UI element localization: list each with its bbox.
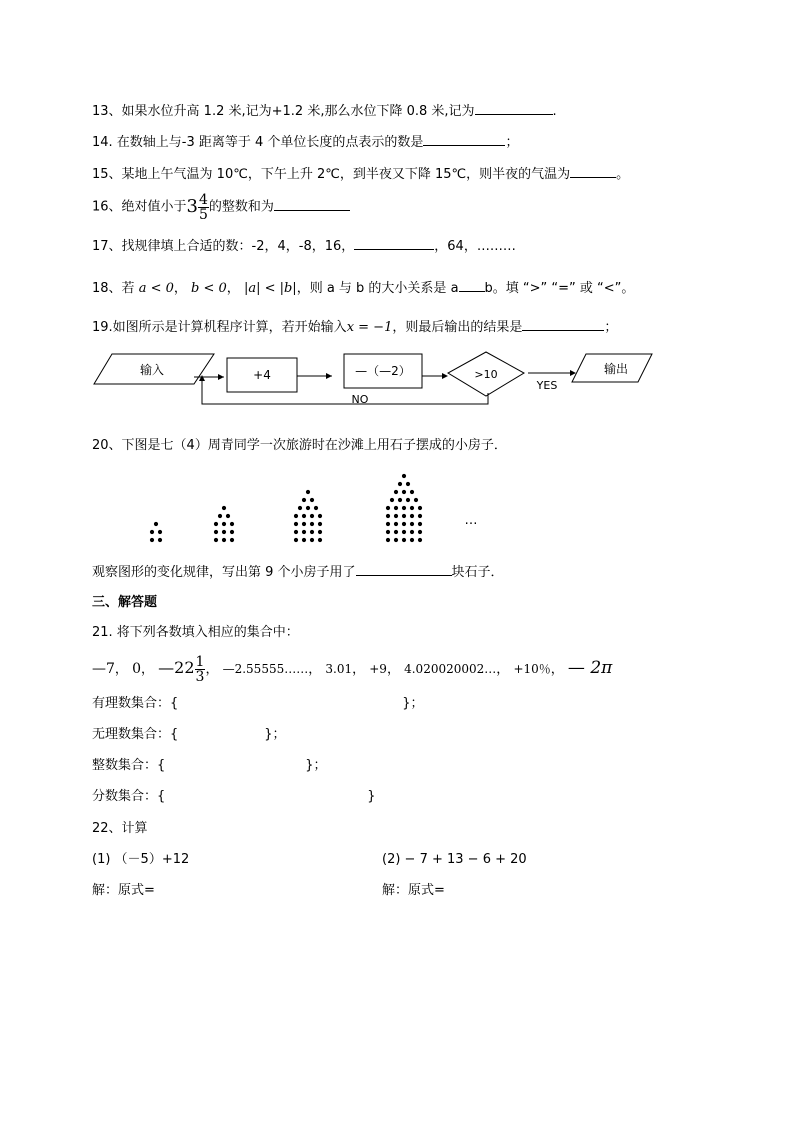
question-16-text-2: 的整数和为 (208, 199, 274, 215)
stone-dot (394, 538, 398, 542)
rational-set-end: }； (402, 696, 424, 711)
stone-dot (410, 538, 414, 542)
stone-dot (410, 490, 414, 494)
number-7: 4.020020002… (404, 662, 497, 676)
stone-dot (302, 498, 306, 502)
stone-dot (394, 514, 398, 518)
answer-blank-14[interactable] (423, 132, 505, 146)
number-8: +10％ (513, 662, 551, 676)
stone-dot (386, 522, 390, 526)
stone-dot (294, 530, 298, 534)
rational-set-label: 有理数集合：{ (92, 696, 179, 711)
output-label: 输出 (603, 362, 629, 376)
stone-dot (402, 522, 406, 526)
question-13-end: . (552, 104, 557, 119)
stone-dot (394, 490, 398, 494)
number-3-whole: —22 (158, 658, 195, 677)
stone-dot (218, 514, 222, 518)
comma: ， (114, 662, 128, 677)
separator: ， (173, 281, 187, 296)
question-21-title: 21. 将下列各数填入相应的集合中： (92, 625, 299, 640)
stone-dot (306, 490, 310, 494)
question-15 (92, 164, 629, 184)
stone-dot (386, 538, 390, 542)
stone-dot (230, 530, 234, 534)
question-20-end: 块石子． (451, 565, 504, 580)
stone-dot (306, 506, 310, 510)
stone-dot (230, 522, 234, 526)
stone-dot (418, 530, 422, 534)
question-20-prompt (92, 562, 504, 582)
number-list (92, 648, 612, 690)
stone-dot (402, 490, 406, 494)
program-flowchart (90, 348, 660, 410)
arrow-head (218, 374, 224, 380)
question-15-end: 。 (616, 167, 630, 182)
stone-dot (314, 506, 318, 510)
question-20-text-2: 观察图形的变化规律，写出第 9 个小房子用了 (92, 565, 356, 580)
stone-dot (310, 514, 314, 518)
stone-dot (310, 522, 314, 526)
stone-dot (318, 514, 322, 518)
comma: ， (205, 662, 219, 677)
mixed-number-whole: 3 (186, 196, 198, 217)
stone-dot (222, 538, 226, 542)
stone-dot (390, 498, 394, 502)
add-four-label: +4 (253, 368, 271, 382)
answer-blank-15[interactable] (570, 164, 616, 178)
stone-dot (214, 522, 218, 526)
stone-dot (410, 530, 414, 534)
stone-dot (302, 514, 306, 518)
question-17-end: ，64，……… (434, 239, 516, 254)
stone-dot (410, 522, 414, 526)
fraction-denominator: 5 (199, 206, 208, 223)
question-13-text: 13、如果水位升高 1.2 米,记为+1.2 米,那么水位下降 0.8 米,记为 (92, 104, 475, 119)
question-17 (92, 236, 516, 256)
stone-dot (222, 522, 226, 526)
yes-label: YES (536, 379, 558, 392)
question-18-text-3: b。填 “>” “=” 或 “<”。 (484, 281, 635, 296)
stone-dot (394, 522, 398, 526)
question-13 (92, 101, 557, 121)
condition-a: a < 0 (138, 281, 174, 296)
question-14 (92, 132, 518, 152)
answer-blank-19[interactable] (522, 317, 604, 331)
answer-blank-13[interactable] (475, 101, 553, 115)
stone-dot (310, 498, 314, 502)
question-20 (92, 437, 507, 455)
stone-dot (222, 506, 226, 510)
irrational-set (92, 726, 286, 744)
stone-dot (414, 498, 418, 502)
stone-dot (302, 538, 306, 542)
stone-dot (418, 538, 422, 542)
integer-set-end: }； (305, 758, 327, 773)
fraction-set (92, 788, 376, 806)
answer-1-label: 解：原式= (92, 883, 155, 898)
stone-dot (226, 514, 230, 518)
stone-dot (410, 506, 414, 510)
stone-dot (310, 538, 314, 542)
condition-abs: |a| < |b| (243, 281, 297, 296)
question-15-text: 15、某地上午气温为 10℃，下午上升 2℃，到半夜又下降 15℃，则半夜的气温为 (92, 167, 571, 182)
stone-dot (386, 514, 390, 518)
section-heading: 三、解答题 (92, 595, 158, 610)
stone-dot (394, 530, 398, 534)
separator: ， (226, 281, 240, 296)
stone-dot (402, 514, 406, 518)
input-value: x = −1 (346, 320, 393, 335)
arrow-head (326, 373, 332, 379)
condition-label: >10 (474, 368, 498, 381)
question-14-text: 14. 在数轴上与-3 距离等于 4 个单位长度的点表示的数是 (92, 135, 424, 150)
number-1: —7 (92, 661, 115, 677)
stone-dot (386, 530, 390, 534)
question-20-text: 20、下图是七（4）周青同学一次旅游时在沙滩上用石子摆成的小房子． (92, 438, 507, 453)
figure-ellipsis: … (464, 513, 478, 528)
arrow-head (442, 373, 448, 379)
question-17-text: 17、找规律填上合适的数：-2，4，-8，16， (92, 239, 355, 254)
stone-dot (298, 506, 302, 510)
question-16 (92, 190, 350, 225)
stone-dot (294, 514, 298, 518)
stone-dot (214, 530, 218, 534)
answer-blank-16[interactable] (274, 197, 350, 211)
stone-dot (386, 506, 390, 510)
stone-dot (318, 530, 322, 534)
question-19-text-2: ，则最后输出的结果是 (392, 320, 523, 335)
stone-dot (302, 522, 306, 526)
rational-set (92, 695, 424, 713)
fraction (198, 193, 209, 222)
number-3-denominator: 3 (195, 669, 205, 685)
stone-dot (402, 530, 406, 534)
number-5: 3.01 (325, 662, 353, 676)
stone-dot (150, 538, 154, 542)
question-16-text: 16、绝对值小于 (92, 199, 187, 215)
question-19-text: 19.如图所示是计算机程序计算，若开始输入 (92, 320, 347, 335)
stone-dot (402, 538, 406, 542)
comma: ， (141, 662, 155, 677)
stone-dot (302, 530, 306, 534)
stone-dot (158, 538, 162, 542)
irrational-set-label: 无理数集合：{ (92, 727, 179, 742)
number-4: —2.55555…… (222, 662, 309, 676)
number-9: — 2π (567, 658, 613, 678)
stone-dot (418, 522, 422, 526)
stone-dot (410, 514, 414, 518)
stone-dot (318, 538, 322, 542)
stone-dot (154, 522, 158, 526)
stone-dot (158, 530, 162, 534)
stone-dot (402, 506, 406, 510)
no-label: NO (351, 393, 369, 406)
answer-2-label: 解：原式= (382, 883, 445, 898)
comma: ， (550, 662, 564, 677)
stone-dot (214, 538, 218, 542)
stone-dot (406, 482, 410, 486)
question-19 (92, 317, 617, 337)
loop-back-line (202, 378, 488, 404)
stone-dot (406, 498, 410, 502)
comma: ， (352, 662, 366, 677)
problem-2: (2) − 7 + 13 − 6 + 20 (382, 852, 527, 867)
stone-dot (402, 474, 406, 478)
integer-set-label: 整数集合：{ (92, 758, 166, 773)
answer-blank-17[interactable] (354, 236, 434, 250)
stone-dot (394, 506, 398, 510)
stone-dot (418, 506, 422, 510)
answer-blank-20[interactable] (356, 562, 452, 576)
stone-dot (398, 498, 402, 502)
comma: ， (386, 662, 400, 677)
fraction-numerator: 4 (199, 191, 208, 208)
integer-set (92, 757, 327, 775)
stone-dot (222, 530, 226, 534)
irrational-set-end: }； (264, 727, 286, 742)
stone-dot (310, 530, 314, 534)
stone-houses-figure (140, 460, 500, 552)
fraction-set-label: 分数集合：{ (92, 789, 166, 804)
comma: ， (496, 662, 510, 677)
fraction-set-end: } (367, 789, 376, 804)
number-3-fraction (195, 655, 206, 684)
question-18 (92, 278, 634, 298)
question-18-text-2: ，则 a 与 b 的大小关系是 a (296, 281, 459, 296)
stone-dot (294, 538, 298, 542)
stone-dot (294, 522, 298, 526)
question-18-text: 18、若 (92, 281, 135, 296)
input-label: 输入 (139, 363, 165, 377)
subtract-label: —（—2） (355, 364, 411, 378)
condition-b: b < 0 (191, 281, 227, 296)
number-6: +9 (369, 662, 387, 676)
question-19-end: ； (604, 320, 618, 335)
number-2: 0 (132, 661, 141, 677)
comma: ， (308, 662, 322, 677)
problem-1: (1) （－5）+12 (92, 852, 190, 867)
stone-dot (150, 530, 154, 534)
stone-dot (398, 482, 402, 486)
question-14-end: ； (505, 135, 519, 150)
stone-dot (230, 538, 234, 542)
answer-blank-18[interactable] (459, 278, 485, 292)
stone-dot (418, 514, 422, 518)
stone-dot (318, 522, 322, 526)
number-3-numerator: 1 (195, 654, 205, 670)
question-22-title: 22、计算 (92, 821, 148, 836)
